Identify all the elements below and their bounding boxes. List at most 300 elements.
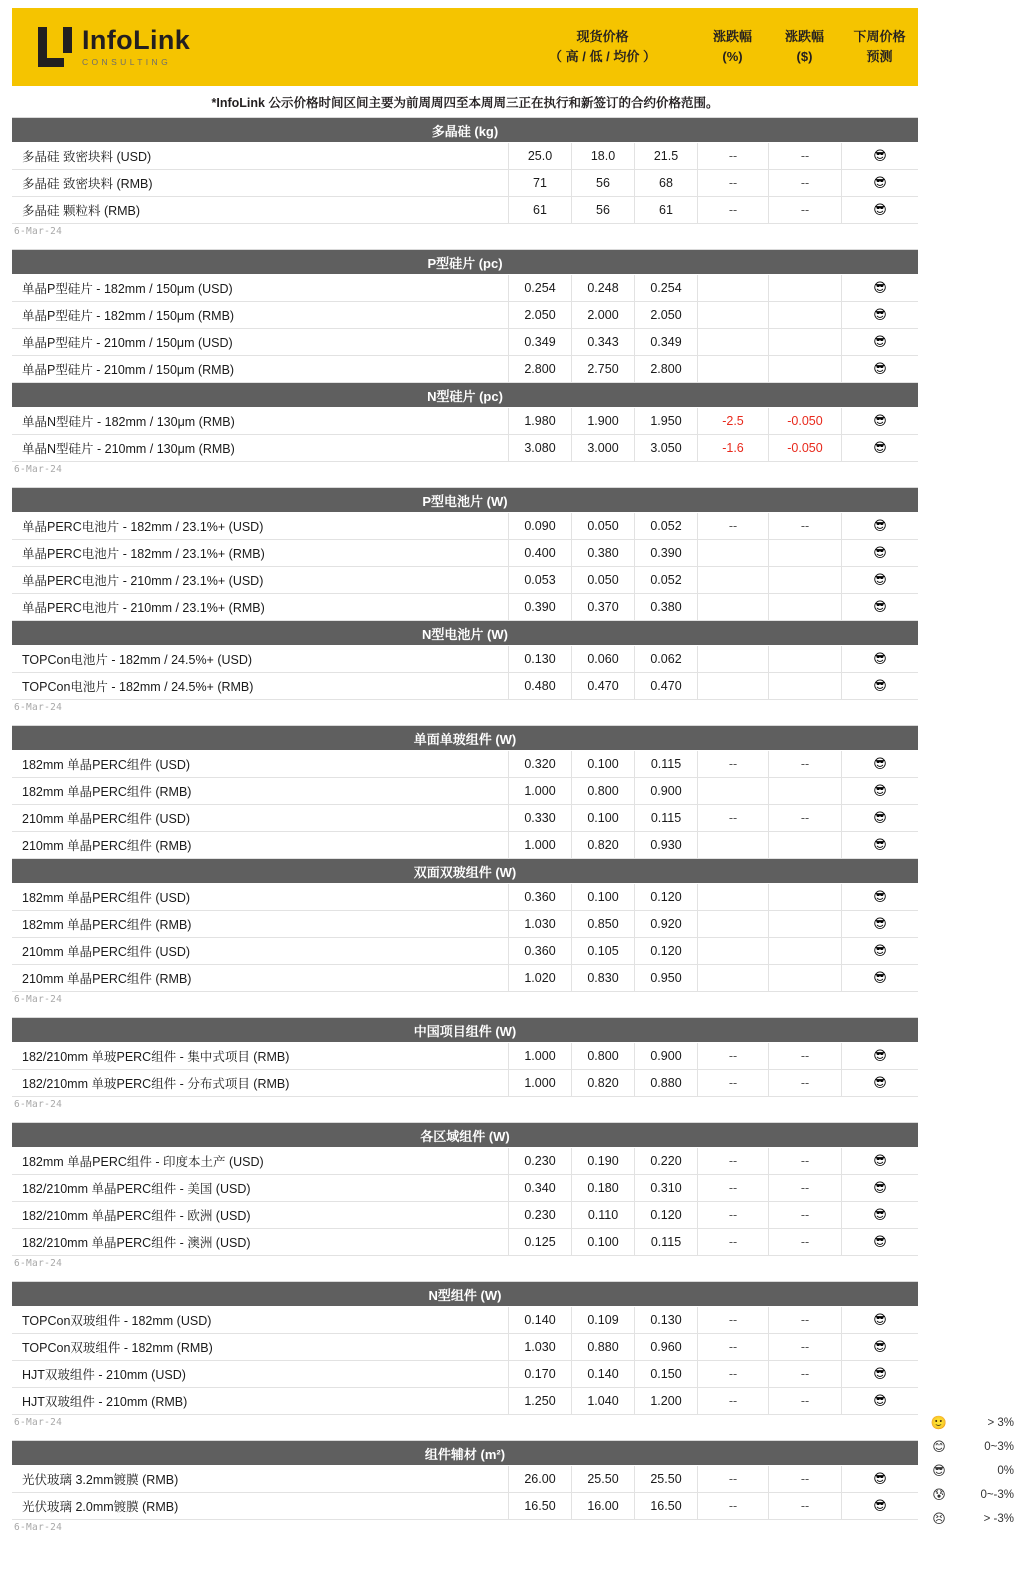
row-price-avg: 2.050 (634, 302, 697, 328)
row-price-low: 0.105 (571, 938, 634, 964)
row-change-pct (697, 646, 768, 672)
row-change-pct (697, 329, 768, 355)
row-price-low: 2.000 (571, 302, 634, 328)
row-product-name: 182/210mm 单晶PERC组件 - 欧洲 (USD) (22, 1209, 251, 1223)
row-price-high: 1.030 (508, 1334, 571, 1360)
row-forecast-emoji: 😎 (841, 275, 918, 301)
table-row (12, 1148, 918, 1175)
row-forecast-emoji: 😎 (841, 1388, 918, 1414)
spot-subtitle: （ 高 / 低 / 均价 ） (549, 49, 656, 64)
row-price-high: 1.000 (508, 832, 571, 858)
row-change-usd (768, 594, 841, 620)
section-title: 多晶硅 (kg) (12, 118, 918, 143)
row-price-avg: 3.050 (634, 435, 697, 461)
row-price-low: 0.830 (571, 965, 634, 991)
row-change-usd (768, 778, 841, 804)
row-change-usd (768, 938, 841, 964)
row-price-avg: 0.900 (634, 1043, 697, 1069)
row-price-high: 1.000 (508, 778, 571, 804)
row-price-avg: 0.120 (634, 884, 697, 910)
row-product-name: 182mm 单晶PERC组件 (USD) (22, 891, 191, 905)
row-price-avg: 0.052 (634, 567, 697, 593)
row-change-usd (768, 884, 841, 910)
section-title: 单面单玻组件 (W) (12, 726, 918, 751)
row-price-high: 0.390 (508, 594, 571, 620)
row-price-high: 1.250 (508, 1388, 571, 1414)
row-price-low: 0.100 (571, 884, 634, 910)
section-title: 组件辅材 (m²) (12, 1441, 918, 1466)
row-change-usd: -- (768, 1148, 841, 1174)
row-price-low: 0.050 (571, 567, 634, 593)
row-price-low: 0.180 (571, 1175, 634, 1201)
row-change-pct: -- (697, 1388, 768, 1414)
usd-subtitle: ($) (796, 49, 813, 64)
row-price-avg: 1.200 (634, 1388, 697, 1414)
row-change-usd: -- (768, 170, 841, 196)
block-date-label: 6-Mar-24 (14, 464, 63, 475)
row-price-high: 1.030 (508, 911, 571, 937)
row-price-avg: 0.052 (634, 513, 697, 539)
row-change-usd: -- (768, 805, 841, 831)
legend-emoji-icon: 😎 (932, 1463, 946, 1478)
row-price-low: 16.00 (571, 1493, 634, 1519)
row-change-pct (697, 938, 768, 964)
table-row (12, 1070, 918, 1097)
row-forecast-emoji: 😎 (841, 408, 918, 434)
price-block (12, 1122, 918, 1256)
row-change-usd: -- (768, 1229, 841, 1255)
row-price-avg: 0.220 (634, 1148, 697, 1174)
row-change-pct: -- (697, 1466, 768, 1492)
pct-subtitle: (%) (722, 49, 743, 64)
row-forecast-emoji: 😎 (841, 751, 918, 777)
table-row (12, 1043, 918, 1070)
table-row (12, 1466, 918, 1493)
row-price-high: 0.140 (508, 1307, 571, 1333)
row-price-low: 0.800 (571, 778, 634, 804)
row-price-low: 0.190 (571, 1148, 634, 1174)
table-row (12, 513, 918, 540)
row-price-avg: 0.470 (634, 673, 697, 699)
block-spacer (0, 1269, 1028, 1281)
block-spacer (0, 1428, 1028, 1440)
row-change-pct: -- (697, 1202, 768, 1228)
block-spacer (0, 713, 1028, 725)
row-change-pct (697, 884, 768, 910)
row-change-pct (697, 356, 768, 382)
row-product-name: 单晶PERC电池片 - 210mm / 23.1%+ (RMB) (22, 601, 265, 615)
row-forecast-emoji: 😎 (841, 938, 918, 964)
row-price-low: 1.900 (571, 408, 634, 434)
table-row (12, 567, 918, 594)
row-price-low: 0.380 (571, 540, 634, 566)
row-price-avg: 0.062 (634, 646, 697, 672)
section-title: N型组件 (W) (12, 1282, 918, 1307)
row-change-pct: -- (697, 1361, 768, 1387)
row-price-high: 0.400 (508, 540, 571, 566)
row-change-pct: -- (697, 1334, 768, 1360)
row-price-avg: 0.115 (634, 1229, 697, 1255)
row-price-low: 0.140 (571, 1361, 634, 1387)
price-block (12, 1017, 918, 1097)
row-price-low: 0.248 (571, 275, 634, 301)
legend-emoji-icon: 😰 (932, 1487, 946, 1502)
row-product-name: TOPCon电池片 - 182mm / 24.5%+ (USD) (22, 653, 253, 667)
row-forecast-emoji: 😎 (841, 1361, 918, 1387)
row-price-low: 25.50 (571, 1466, 634, 1492)
row-price-high: 61 (508, 197, 571, 223)
row-change-usd (768, 646, 841, 672)
row-change-pct (697, 540, 768, 566)
row-forecast-emoji: 😎 (841, 1148, 918, 1174)
row-change-usd: -- (768, 1361, 841, 1387)
row-price-low: 0.800 (571, 1043, 634, 1069)
row-change-usd (768, 302, 841, 328)
table-row (12, 170, 918, 197)
table-row (12, 143, 918, 170)
legend-label: 0~3% (984, 1441, 1014, 1453)
row-price-high: 0.360 (508, 938, 571, 964)
row-product-name: 单晶PERC电池片 - 182mm / 23.1%+ (USD) (22, 520, 264, 534)
table-row (12, 594, 918, 621)
row-change-pct (697, 567, 768, 593)
table-row (12, 1493, 918, 1520)
row-change-pct: -- (697, 1148, 768, 1174)
row-forecast-emoji: 😎 (841, 197, 918, 223)
row-price-avg: 0.150 (634, 1361, 697, 1387)
row-price-high: 0.254 (508, 275, 571, 301)
block-date-label: 6-Mar-24 (14, 1417, 63, 1428)
row-price-high: 26.00 (508, 1466, 571, 1492)
row-change-pct: -- (697, 1493, 768, 1519)
row-price-high: 1.000 (508, 1070, 571, 1096)
row-change-pct: -2.5 (697, 408, 768, 434)
legend-emoji-icon: 🙂 (930, 1415, 948, 1430)
row-change-usd: -0.050 (768, 435, 841, 461)
row-product-name: 多晶硅 颗粒料 (RMB) (22, 204, 141, 218)
row-change-pct: -- (697, 1175, 768, 1201)
row-change-usd: -- (768, 1334, 841, 1360)
row-price-low: 0.100 (571, 1229, 634, 1255)
row-price-high: 2.050 (508, 302, 571, 328)
row-price-avg: 0.254 (634, 275, 697, 301)
row-forecast-emoji: 😎 (841, 778, 918, 804)
row-product-name: TOPCon双玻组件 - 182mm (USD) (22, 1314, 212, 1328)
row-price-avg: 0.930 (634, 832, 697, 858)
row-price-low: 18.0 (571, 143, 634, 169)
row-change-pct (697, 594, 768, 620)
row-forecast-emoji: 😎 (841, 302, 918, 328)
table-row (12, 1175, 918, 1202)
price-block (12, 725, 918, 992)
legend-item (926, 1463, 1014, 1479)
disclaimer-note: *InfoLink 公示价格时间区间主要为前周周四至本周周三正在执行和新签订的合约价格范围。 (12, 86, 918, 118)
row-price-low: 0.100 (571, 751, 634, 777)
row-change-pct (697, 832, 768, 858)
row-change-usd: -- (768, 1466, 841, 1492)
row-price-high: 1.000 (508, 1043, 571, 1069)
row-change-usd (768, 329, 841, 355)
row-forecast-emoji: 😎 (841, 965, 918, 991)
legend-item (926, 1439, 1014, 1455)
row-price-low: 56 (571, 170, 634, 196)
price-block (12, 1281, 918, 1415)
block-date-label: 6-Mar-24 (14, 1522, 63, 1533)
price-block (12, 487, 918, 700)
row-change-pct (697, 778, 768, 804)
section-title: N型电池片 (W) (12, 621, 918, 646)
legend-item (926, 1511, 1014, 1527)
row-change-usd (768, 275, 841, 301)
row-change-usd: -- (768, 143, 841, 169)
row-product-name: 单晶P型硅片 - 210mm / 150μm (USD) (22, 336, 233, 350)
row-price-low: 0.820 (571, 1070, 634, 1096)
table-row (12, 965, 918, 992)
row-change-pct: -- (697, 751, 768, 777)
row-forecast-emoji: 😎 (841, 329, 918, 355)
row-product-name: 210mm 单晶PERC组件 (USD) (22, 812, 191, 826)
row-change-usd: -- (768, 197, 841, 223)
row-price-avg: 0.130 (634, 1307, 697, 1333)
legend-item (926, 1415, 1014, 1431)
row-price-avg: 0.920 (634, 911, 697, 937)
row-price-high: 0.090 (508, 513, 571, 539)
row-forecast-emoji: 😎 (841, 805, 918, 831)
table-row (12, 329, 918, 356)
row-price-low: 3.000 (571, 435, 634, 461)
legend-item (926, 1487, 1014, 1503)
row-price-avg: 61 (634, 197, 697, 223)
price-blocks (0, 118, 1028, 1533)
section-title: P型硅片 (pc) (12, 250, 918, 275)
row-change-usd: -- (768, 1175, 841, 1201)
section-title: 各区域组件 (W) (12, 1123, 918, 1148)
legend-emoji-icon: 😣 (932, 1511, 946, 1526)
section-title: 双面双玻组件 (W) (12, 859, 918, 884)
row-forecast-emoji: 😎 (841, 540, 918, 566)
legend-label: > 3% (987, 1417, 1014, 1429)
row-change-usd (768, 356, 841, 382)
row-price-avg: 25.50 (634, 1466, 697, 1492)
row-product-name: 182/210mm 单晶PERC组件 - 澳洲 (USD) (22, 1236, 251, 1250)
table-row (12, 435, 918, 462)
row-product-name: 单晶P型硅片 - 182mm / 150μm (USD) (22, 282, 233, 296)
table-row (12, 197, 918, 224)
brand-name: InfoLink (82, 25, 191, 56)
row-price-high: 1.980 (508, 408, 571, 434)
row-product-name: 210mm 单晶PERC组件 (RMB) (22, 972, 192, 986)
table-row (12, 646, 918, 673)
row-price-high: 0.230 (508, 1202, 571, 1228)
section-title: 中国项目组件 (W) (12, 1018, 918, 1043)
block-date-label: 6-Mar-24 (14, 702, 63, 713)
column-header-change-usd (768, 8, 841, 86)
row-change-usd (768, 673, 841, 699)
row-price-avg: 0.120 (634, 1202, 697, 1228)
row-product-name: 210mm 单晶PERC组件 (USD) (22, 945, 191, 959)
brand-logo (12, 8, 508, 86)
row-forecast-emoji: 😎 (841, 356, 918, 382)
table-row (12, 1388, 918, 1415)
row-product-name: 单晶PERC电池片 - 182mm / 23.1%+ (RMB) (22, 547, 265, 561)
price-sheet (0, 8, 1028, 1543)
row-product-name: 多晶硅 致密块料 (RMB) (22, 177, 153, 191)
row-price-low: 0.470 (571, 673, 634, 699)
row-price-avg: 0.390 (634, 540, 697, 566)
row-change-usd (768, 832, 841, 858)
block-spacer (0, 1110, 1028, 1122)
row-change-pct: -- (697, 1043, 768, 1069)
forecast-title: 下周价格 (853, 28, 906, 44)
row-price-low: 56 (571, 197, 634, 223)
row-price-high: 0.230 (508, 1148, 571, 1174)
row-forecast-emoji: 😎 (841, 1175, 918, 1201)
row-forecast-emoji: 😎 (841, 1334, 918, 1360)
row-price-high: 3.080 (508, 435, 571, 461)
row-forecast-emoji: 😎 (841, 832, 918, 858)
row-change-pct (697, 673, 768, 699)
row-change-usd: -- (768, 1043, 841, 1069)
row-product-name: 多晶硅 致密块料 (USD) (22, 150, 152, 164)
row-product-name: 182/210mm 单玻PERC组件 - 集中式项目 (RMB) (22, 1050, 290, 1064)
row-price-high: 0.130 (508, 646, 571, 672)
row-price-avg: 0.120 (634, 938, 697, 964)
row-change-usd: -- (768, 513, 841, 539)
section-title: N型硅片 (pc) (12, 383, 918, 408)
row-price-low: 0.060 (571, 646, 634, 672)
row-product-name: 单晶P型硅片 - 210mm / 150μm (RMB) (22, 363, 235, 377)
row-change-usd (768, 965, 841, 991)
row-forecast-emoji: 😎 (841, 513, 918, 539)
row-change-pct: -- (697, 1229, 768, 1255)
infolink-logo-icon (38, 27, 72, 67)
block-date-label: 6-Mar-24 (14, 1099, 63, 1110)
row-product-name: 单晶P型硅片 - 182mm / 150μm (RMB) (22, 309, 235, 323)
row-forecast-emoji: 😎 (841, 673, 918, 699)
table-row (12, 1229, 918, 1256)
row-product-name: 单晶PERC电池片 - 210mm / 23.1%+ (USD) (22, 574, 264, 588)
row-price-avg: 0.380 (634, 594, 697, 620)
row-price-high: 0.330 (508, 805, 571, 831)
row-price-high: 2.800 (508, 356, 571, 382)
row-change-pct (697, 965, 768, 991)
row-price-low: 2.750 (571, 356, 634, 382)
row-forecast-emoji: 😎 (841, 911, 918, 937)
row-price-avg: 0.880 (634, 1070, 697, 1096)
row-price-avg: 1.950 (634, 408, 697, 434)
row-price-high: 0.349 (508, 329, 571, 355)
row-forecast-emoji: 😎 (841, 646, 918, 672)
row-product-name: 单晶N型硅片 - 210mm / 130μm (RMB) (22, 442, 235, 456)
row-price-high: 0.170 (508, 1361, 571, 1387)
row-change-pct: -- (697, 1307, 768, 1333)
row-price-avg: 68 (634, 170, 697, 196)
row-change-pct (697, 275, 768, 301)
block-date-label: 6-Mar-24 (14, 226, 63, 237)
block-spacer (0, 475, 1028, 487)
row-change-usd: -- (768, 1202, 841, 1228)
price-block (12, 1440, 918, 1520)
row-product-name: 182/210mm 单晶PERC组件 - 美国 (USD) (22, 1182, 251, 1196)
column-header-forecast (841, 8, 918, 86)
table-row (12, 938, 918, 965)
column-header-spot-price (508, 8, 697, 86)
row-price-high: 0.360 (508, 884, 571, 910)
row-price-low: 0.880 (571, 1334, 634, 1360)
row-forecast-emoji: 😎 (841, 170, 918, 196)
row-price-avg: 0.900 (634, 778, 697, 804)
row-forecast-emoji: 😎 (841, 1493, 918, 1519)
row-product-name: 182mm 单晶PERC组件 (RMB) (22, 785, 192, 799)
row-forecast-emoji: 😎 (841, 435, 918, 461)
row-price-high: 16.50 (508, 1493, 571, 1519)
legend-label: 0% (997, 1465, 1014, 1477)
row-price-high: 0.320 (508, 751, 571, 777)
row-forecast-emoji: 😎 (841, 1043, 918, 1069)
legend-label: > -3% (983, 1513, 1014, 1525)
row-price-avg: 0.960 (634, 1334, 697, 1360)
row-price-avg: 16.50 (634, 1493, 697, 1519)
row-change-pct: -- (697, 170, 768, 196)
row-product-name: 光伏玻璃 2.0mm镀膜 (RMB) (22, 1500, 179, 1514)
table-row (12, 1334, 918, 1361)
row-product-name: HJT双玻组件 - 210mm (USD) (22, 1368, 186, 1382)
row-price-low: 0.109 (571, 1307, 634, 1333)
table-row (12, 1307, 918, 1334)
price-block (12, 249, 918, 462)
pct-title: 涨跌幅 (712, 28, 752, 44)
row-change-pct (697, 911, 768, 937)
row-price-high: 71 (508, 170, 571, 196)
row-price-low: 0.343 (571, 329, 634, 355)
row-forecast-emoji: 😎 (841, 884, 918, 910)
row-product-name: HJT双玻组件 - 210mm (RMB) (22, 1395, 188, 1409)
row-change-usd (768, 540, 841, 566)
row-price-avg: 0.950 (634, 965, 697, 991)
row-forecast-emoji: 😎 (841, 1307, 918, 1333)
row-price-avg: 0.349 (634, 329, 697, 355)
section-title: P型电池片 (W) (12, 488, 918, 513)
table-row (12, 751, 918, 778)
row-forecast-emoji: 😎 (841, 1202, 918, 1228)
row-product-name: 单晶N型硅片 - 182mm / 130μm (RMB) (22, 415, 235, 429)
row-forecast-emoji: 😎 (841, 567, 918, 593)
row-product-name: 182mm 单晶PERC组件 (RMB) (22, 918, 192, 932)
row-price-high: 0.053 (508, 567, 571, 593)
row-price-low: 0.370 (571, 594, 634, 620)
table-row (12, 911, 918, 938)
row-price-high: 0.340 (508, 1175, 571, 1201)
table-row (12, 832, 918, 859)
row-change-usd (768, 911, 841, 937)
row-product-name: 182mm 单晶PERC组件 (USD) (22, 758, 191, 772)
usd-title: 涨跌幅 (784, 28, 824, 44)
table-row (12, 408, 918, 435)
row-forecast-emoji: 😎 (841, 1466, 918, 1492)
row-price-avg: 0.115 (634, 751, 697, 777)
forecast-subtitle: 预测 (866, 49, 893, 64)
table-row (12, 356, 918, 383)
row-price-low: 0.050 (571, 513, 634, 539)
row-product-name: TOPCon电池片 - 182mm / 24.5%+ (RMB) (22, 680, 254, 694)
row-forecast-emoji: 😎 (841, 594, 918, 620)
legend-emoji-icon: 😊 (932, 1439, 946, 1454)
row-change-usd: -- (768, 1388, 841, 1414)
spot-title: 现货价格 (576, 28, 629, 44)
table-row (12, 1361, 918, 1388)
row-forecast-emoji: 😎 (841, 1070, 918, 1096)
row-change-pct: -- (697, 197, 768, 223)
